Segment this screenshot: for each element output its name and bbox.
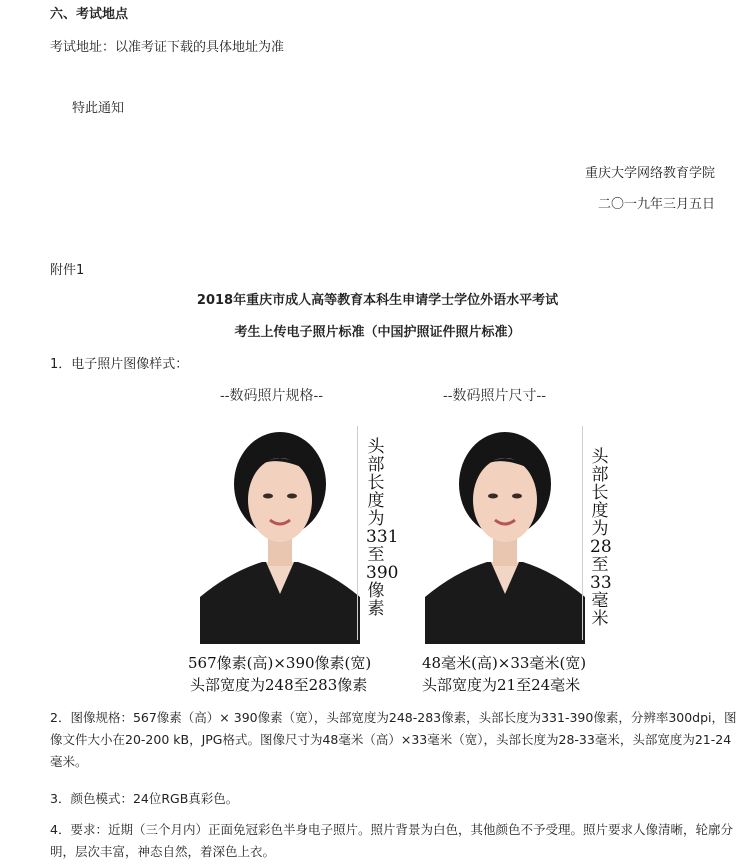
document-title-line2: 考生上传电子照片标准（中国护照证件照片标准） — [234, 325, 521, 340]
exam-address: 考试地址：以准考证下载的具体地址为准 — [50, 40, 285, 55]
photo-spec-heading: --数码照片规格-- — [220, 388, 323, 404]
notice-text: 特此通知 — [72, 101, 125, 116]
photo-size-heading: --数码照片尺寸-- — [443, 388, 546, 404]
issue-date: 二〇一九年三月五日 — [597, 197, 715, 212]
sample-photo-left — [200, 422, 360, 644]
photo-left-caption-size: 567像素(高)×390像素(宽) — [188, 654, 372, 672]
measure-line-left — [357, 426, 358, 640]
portrait-image — [425, 422, 585, 644]
attachment-label: 附件1 — [50, 263, 85, 278]
photo-left-caption-head-width: 头部宽度为248至283像素 — [190, 676, 368, 694]
item-4: 4．要求：近期（三个月内）正面免冠彩色半身电子照片。照片背景为白色，其他颜色不予受理。照片要求人像清晰，轮廓分明，层次丰富，神态自然，着深色上衣。 — [50, 822, 733, 859]
document-title-line1: 2018年重庆市成人高等教育本科生申请学士学位外语水平考试 — [196, 293, 559, 308]
photo-right-caption-head-width: 头部宽度为21至24毫米 — [422, 676, 581, 694]
issuer-name: 重庆大学网络教育学院 — [584, 166, 715, 181]
item-3: 3．颜色模式：24位RGB真彩色。 — [50, 791, 239, 806]
sample-photo-right — [425, 422, 585, 644]
item-2: 2．图像规格：567像素（高）× 390像素（宽），头部宽度为248-283像素，头部长度为331-390像素，分辨率300dpi，图像文件大小在20-200 kB，JPG格式。图像尺寸为48毫米（高）×33毫米（宽），头部长度为28-33毫米，头部宽度为21-24毫米。 — [50, 710, 737, 769]
portrait-image — [200, 422, 360, 644]
item-1: 1．电子照片图像样式： — [50, 357, 189, 372]
head-length-pixels-label: 头部长度为331至390像素 — [366, 437, 399, 619]
section-heading: 六、考试地点 — [50, 7, 129, 22]
head-length-mm-label: 头部长度为28至33毫米 — [590, 447, 612, 629]
measure-line-right — [582, 426, 583, 640]
photo-right-caption-size: 48毫米(高)×33毫米(宽) — [422, 654, 587, 672]
